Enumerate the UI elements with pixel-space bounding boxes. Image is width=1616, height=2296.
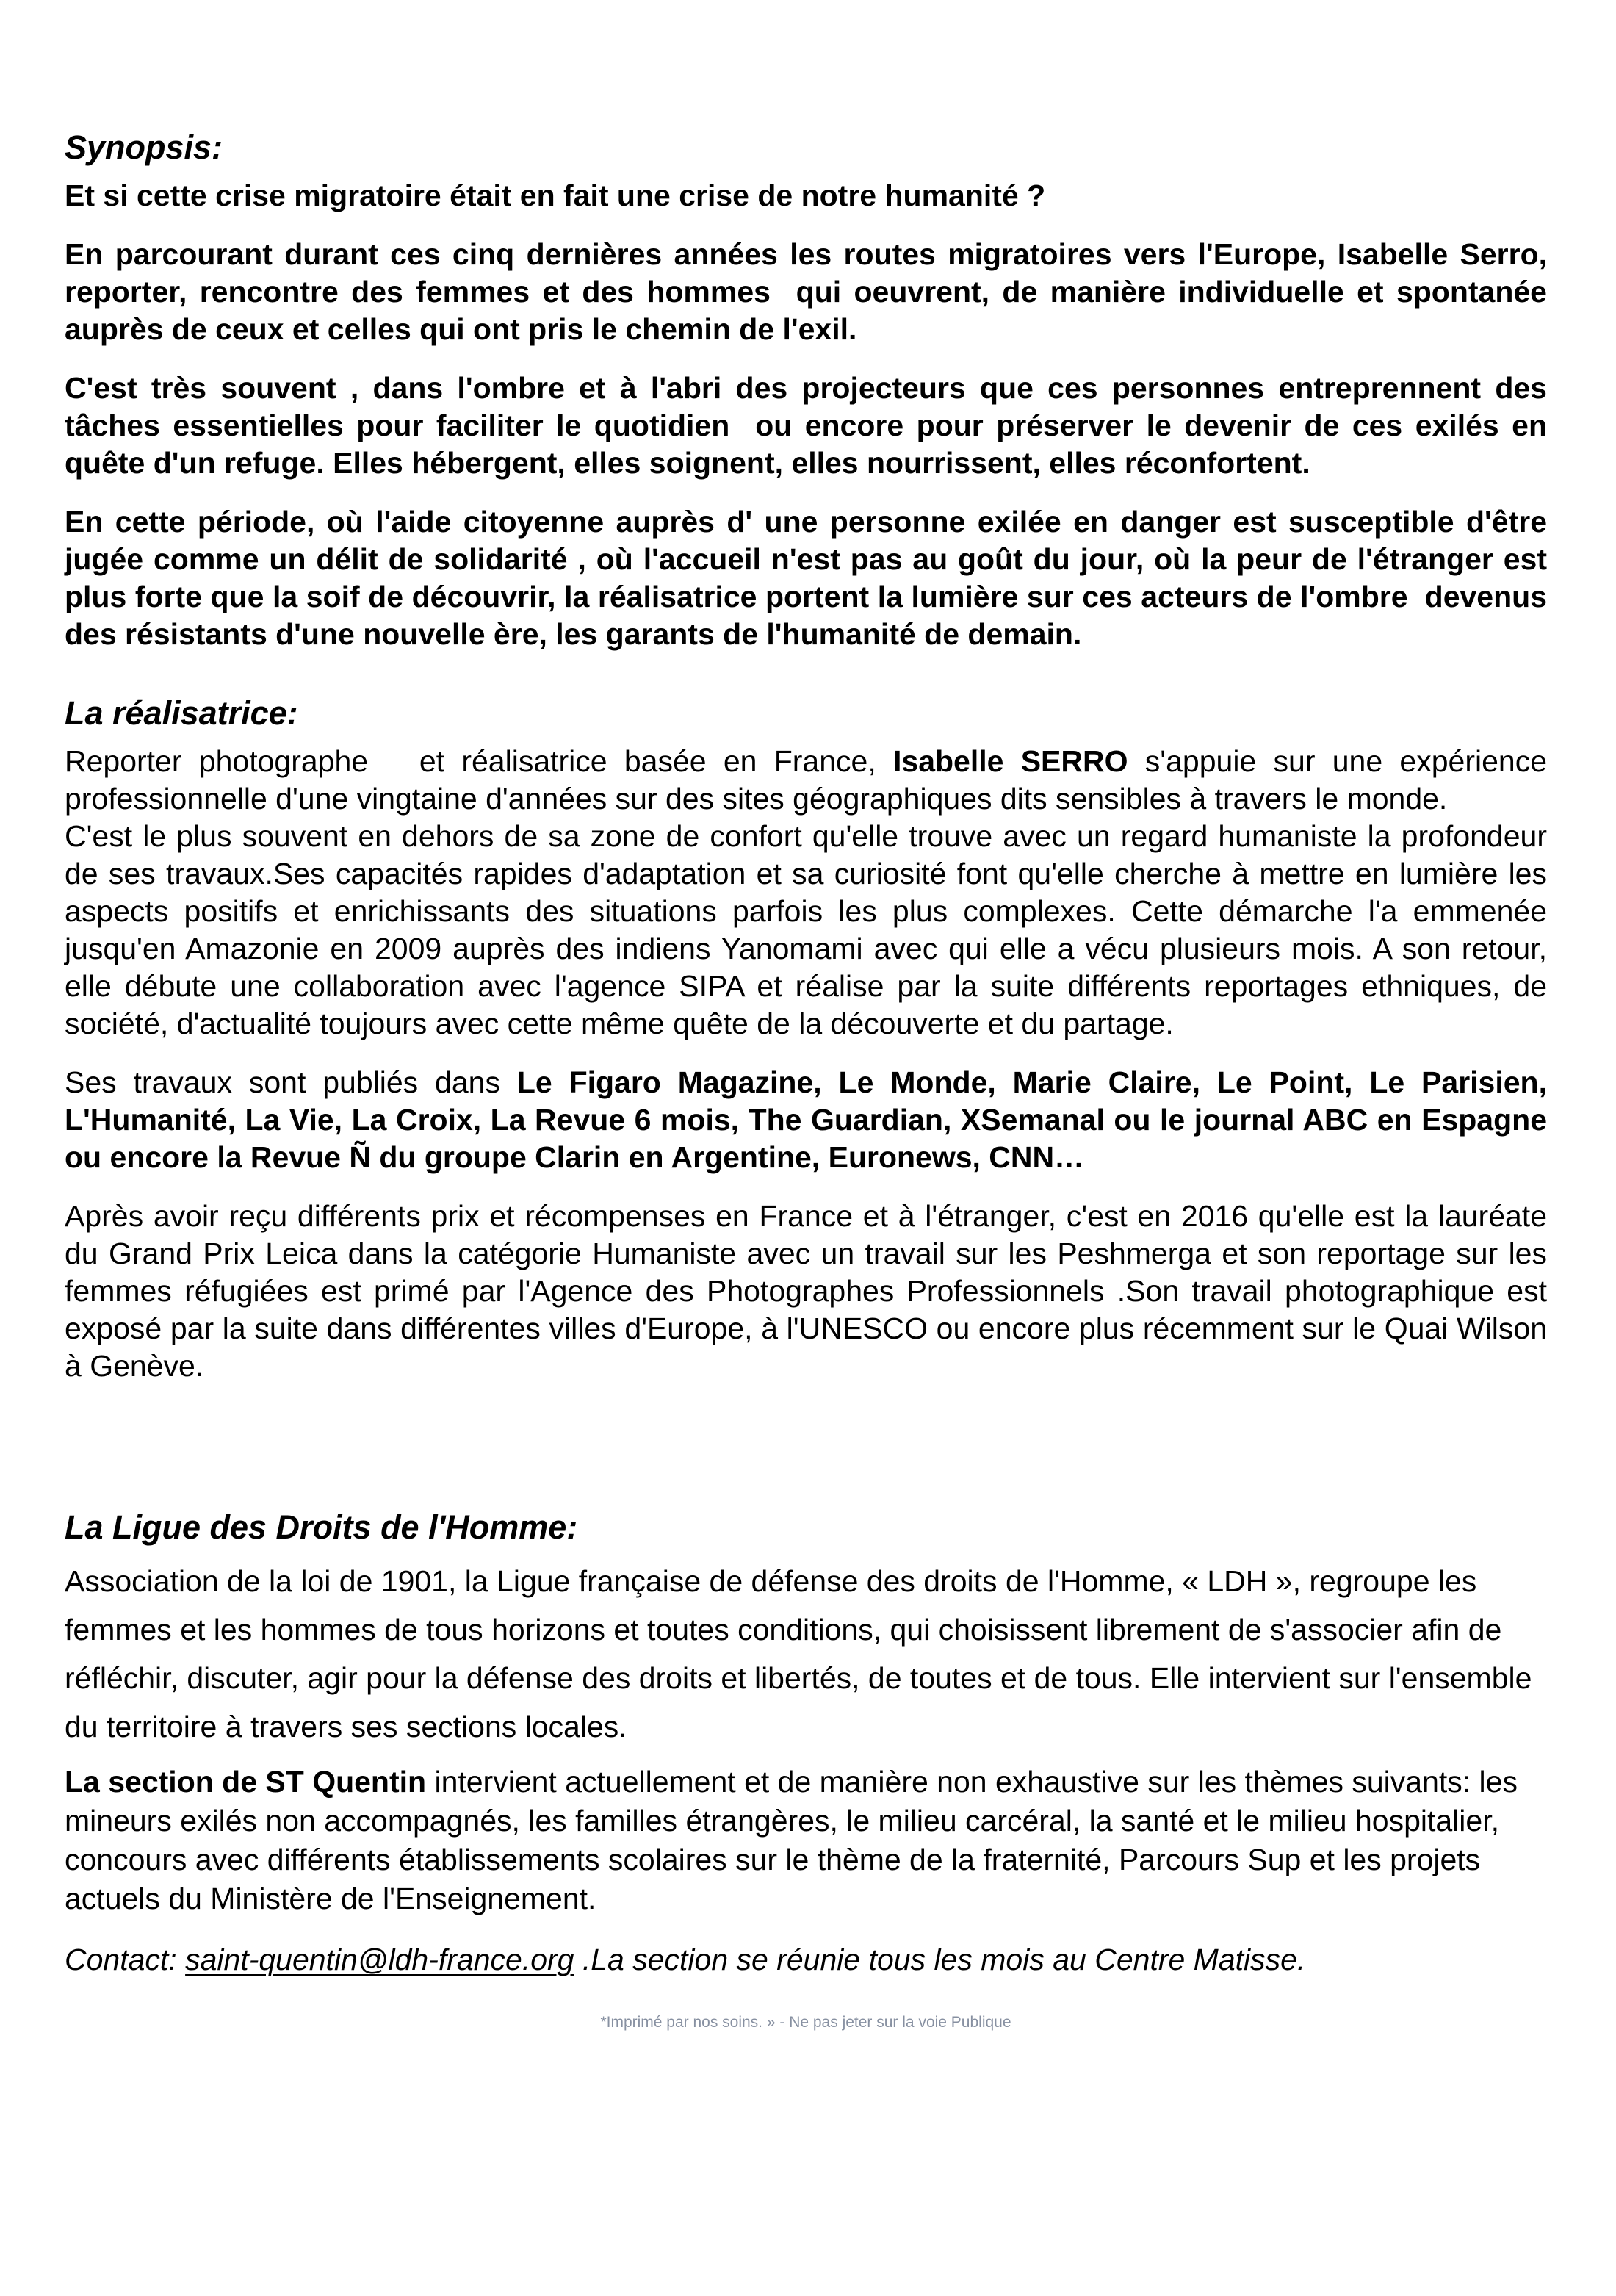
director-paragraph-2: C'est le plus souvent en dehors de sa zone de confort qu'elle trouve avec un regard humaniste la profondeur de ses travaux.Ses capacités rapides d'adaptation et sa curiosité font qu'elle cherche à mettre en lumière les aspects positifs et enrichissants des situations parfois les plus complexes. Cette démarche l'a emmenée jusqu'en Amazonie en 2009 auprès des indiens Yanomami avec qui elle a vécu plusieurs mois. A son retour, elle débute une collaboration avec l'agence SIPA et réalise par la suite différents reportages ethniques, de société, d'actualité toujours avec cette même quête de la découverte et du partage. [65,819,1556,1040]
director-name-bold: Isabelle SERRO [893,744,1128,778]
publications-intro-run: Ses travaux sont publiés dans [65,1065,517,1099]
synopsis-section [65,129,1564,653]
ldh-section-themes-run: intervient actuellement et de manière non exhaustive sur les thèmes suivants: les mineurs exilés non accompagnés, les familles étrangères, le milieu carcéral, la santé et le milieu hospitalier, concours avec différents établissements scolaires sur le thème de la fraternité, Parcours Sup et les projets actuels du Ministère de l'Enseignement. [65,1765,1526,1915]
ldh-heading: La Ligue des Droits de l'Homme: [65,1508,578,1546]
ldh-association-paragraph: Association de la loi de 1901, la Ligue française de défense des droits de l'Homme, « LDH », regroupe les femmes et les hommes de tous horizons et toutes conditions, qui choisissent librement de s'associer afin de réfléchir, discuter, agir pour la défense des droits et libertés, de toutes et de tous. Elle intervient sur l'ensemble du territoire à travers ses sections locales. [65,1564,1540,1743]
contact-rest: .La section se réunie tous les mois au Centre Matisse. [574,1943,1306,1976]
contact-email-link[interactable]: saint-quentin@ldh-france.org [185,1943,574,1976]
ldh-section-name-bold: La section de ST Quentin [65,1765,427,1799]
ldh-section-paragraph [65,1763,1547,1918]
ldh-section [65,1508,1547,1979]
director-section [65,694,1556,1385]
contact-label: Contact: [65,1943,186,1976]
page-footer-note: *Imprimé par nos soins. » - Ne pas jeter sur la voie Publique [600,2014,1011,2031]
synopsis-paragraph-2: En parcourant durant ces cinq dernières années les routes migratoires vers l'Europe, Isabelle Serro, reporter, rencontre des femmes et des hommes qui oeuvrent, de manière individuelle et spontanée auprès de ceux et celles qui ont pris le chemin de l'exil. [65,237,1556,346]
synopsis-paragraph-4: En cette période, où l'aide citoyenne auprès d' une personne exilée en danger est susceptible d'être jugée comme un délit de solidarité , où l'accueil n'est pas au goût du jour, où la peur de l'étranger est plus forte que la soif de découvrir, la réalisatrice portent la lumière sur ces acteurs de l'ombre devenus des résistants d'une nouvelle ère, les garants de l'humanité de demain. [65,505,1564,651]
director-publications-paragraph [65,1064,1556,1176]
synopsis-paragraph-1: Et si cette crise migratoire était en fait une crise de notre humanité ? [65,179,1046,212]
director-experience-run: s'appuie sur une expérience professionnelle d'une vingtaine d'années sur des sites géographiques dits sensibles à travers le monde. [65,744,1556,816]
director-heading: La réalisatrice: [65,694,298,732]
synopsis-heading: Synopsis: [65,129,223,166]
director-awards-paragraph: Après avoir reçu différents prix et récompenses en France et à l'étranger, c'est en 2016 qu'elle est la lauréate du Grand Prix Leica dans la catégorie Humaniste avec un travail sur les Peshmerga et son reportage sur les femmes réfugiées est primé par l'Agence des Photographes Professionnels .Son travail photographique est exposé par la suite dans différentes villes d'Europe, à l'UNESCO ou encore plus récemment sur le Quai Wilson à Genève. [65,1199,1556,1383]
contact-line [65,1940,1547,1979]
publications-list-bold: Le Figaro Magazine, Le Monde, Marie Claire, Le Point, Le Parisien, L'Humanité, La Vie, La Croix, La Revue 6 mois, The Guardian, XSemanal ou le journal ABC en Espagne ou encore la Revue Ñ du groupe Clarin en Argentine, Euronews, CNN… [65,1065,1556,1174]
director-paragraph-1 [65,743,1556,818]
synopsis-paragraph-3: C'est très souvent , dans l'ombre et à l'abri des projecteurs que ces personnes entreprennent des tâches essentielles pour faciliter le quotidien ou encore pour préserver le devenir de ces exilés en quête d'un refuge. Elles hébergent, elles soignent, elles nourrissent, elles réconfortent. [65,371,1556,480]
director-intro-run: Reporter photographe et réalisatrice basée en France, [65,744,893,778]
